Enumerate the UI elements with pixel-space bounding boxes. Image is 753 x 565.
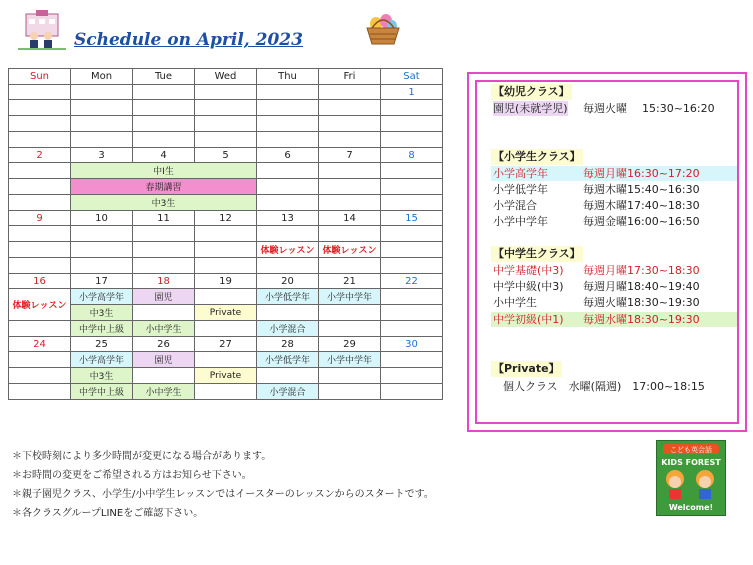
day-number: 3 bbox=[71, 148, 133, 163]
day-number: 7 bbox=[319, 148, 381, 163]
class-slot: 小学中学年 bbox=[319, 289, 381, 305]
weekday-sun: Sun bbox=[9, 69, 71, 85]
day-cell bbox=[195, 85, 257, 100]
weekday-fri: Fri bbox=[319, 69, 381, 85]
class-slot: 小学混合 bbox=[257, 321, 319, 337]
day-number: 4 bbox=[133, 148, 195, 163]
week-1-dates bbox=[9, 85, 443, 100]
easter-basket-icon bbox=[364, 10, 402, 48]
class-slot: 中Ⅰ生 bbox=[71, 163, 257, 179]
class-row: 小中学生 毎週火曜 18:30~19:30 bbox=[493, 296, 700, 309]
weekday-sat: Sat bbox=[381, 69, 443, 85]
junior-high-class-header: 【中学生クラス】 bbox=[493, 247, 581, 260]
notes bbox=[12, 447, 434, 523]
day-number: 29 bbox=[319, 337, 381, 352]
class-row: 中学基礎(中3) 毎週月曜 17:30~18:30 bbox=[493, 264, 700, 277]
svg-text:こども英会話: こども英会話 bbox=[670, 446, 712, 454]
class-slot: 中3生 bbox=[71, 195, 257, 211]
class-slot: 小学混合 bbox=[257, 384, 319, 400]
weekday-mon: Mon bbox=[71, 69, 133, 85]
day-number: 11 bbox=[133, 211, 195, 226]
day-number: 25 bbox=[71, 337, 133, 352]
class-row: 中学中級(中3) 毎週月曜 18:40~19:40 bbox=[493, 280, 700, 293]
day-number: 27 bbox=[195, 337, 257, 352]
page-title: Schedule on April, 2023 bbox=[74, 30, 303, 50]
class-slot: 小中学生 bbox=[133, 321, 195, 337]
class-slot: 中3生 bbox=[71, 368, 133, 384]
class-slot: 園児 bbox=[133, 289, 195, 305]
week-2-dates bbox=[9, 148, 443, 163]
day-number: 30 bbox=[381, 337, 443, 352]
day-number: 17 bbox=[71, 274, 133, 289]
weekday-header-row bbox=[9, 69, 443, 85]
day-number: 22 bbox=[381, 274, 443, 289]
class-slot: 中3生 bbox=[71, 305, 133, 321]
day-number: 6 bbox=[257, 148, 319, 163]
trial-lesson-label: 体験レッスン bbox=[257, 242, 319, 258]
day-cell bbox=[133, 85, 195, 100]
week-3-dates bbox=[9, 211, 443, 226]
class-row: 小学中学年 毎週金曜 16:00~16:50 bbox=[493, 215, 700, 228]
day-number: 9 bbox=[9, 211, 71, 226]
day-number: 28 bbox=[257, 337, 319, 352]
svg-text:Welcome!: Welcome! bbox=[668, 503, 714, 512]
class-row: 小学混合 毎週木曜 17:40~18:30 bbox=[493, 199, 700, 212]
day-number: 16 bbox=[9, 274, 71, 289]
spring-course-banner: 春期講習 bbox=[71, 179, 257, 195]
day-number: 1 bbox=[381, 85, 443, 100]
day-number: 24 bbox=[9, 337, 71, 352]
day-cell bbox=[257, 85, 319, 100]
calendar bbox=[8, 68, 443, 400]
class-slot: 小学低学年 bbox=[257, 352, 319, 368]
weekday-tue: Tue bbox=[133, 69, 195, 85]
note-line: ＊お時間の変更をご希望される方はお知らせ下さい。 bbox=[12, 470, 252, 481]
day-number: 14 bbox=[319, 211, 381, 226]
weekday-wed: Wed bbox=[195, 69, 257, 85]
class-slot: 小学中学年 bbox=[319, 352, 381, 368]
class-slot: 中学中上級 bbox=[71, 384, 133, 400]
class-slot: 中学中上級 bbox=[71, 321, 133, 337]
day-cell bbox=[71, 85, 133, 100]
svg-text:KIDS FOREST: KIDS FOREST bbox=[661, 458, 721, 467]
private-class-row: 個人クラス 水曜(隔週) 17:00~18:15 bbox=[503, 380, 705, 393]
day-number: 26 bbox=[133, 337, 195, 352]
kids-forest-logo bbox=[656, 440, 726, 516]
class-slot: 小学低学年 bbox=[257, 289, 319, 305]
note-line: ＊親子園児クラス、小学生/小中学生レッスンではイースターのレッスンからのスタートです。 bbox=[12, 489, 434, 500]
day-number: 19 bbox=[195, 274, 257, 289]
trial-lesson-label: 体験レッスン bbox=[319, 242, 381, 258]
class-slot: 小学高学年 bbox=[71, 352, 133, 368]
week-4-dates bbox=[9, 274, 443, 289]
week-5-dates bbox=[9, 337, 443, 352]
day-number: 2 bbox=[9, 148, 71, 163]
class-row: 小学高学年 毎週月曜 16:30~17:20 bbox=[491, 166, 737, 181]
class-slot-private: Private bbox=[195, 305, 257, 321]
elementary-class-header: 【小学生クラス】 bbox=[493, 150, 581, 163]
school-children-icon bbox=[18, 10, 66, 50]
day-cell bbox=[319, 85, 381, 100]
note-line: ＊各クラスグループLINEをご確認下さい。 bbox=[12, 508, 204, 519]
trial-lesson-label: 体験レッスン bbox=[9, 289, 71, 321]
day-number: 13 bbox=[257, 211, 319, 226]
day-number: 12 bbox=[195, 211, 257, 226]
infant-class-header: 【幼児クラス】 bbox=[493, 85, 570, 98]
day-number: 15 bbox=[381, 211, 443, 226]
class-slot: 園児 bbox=[133, 352, 195, 368]
day-cell bbox=[9, 85, 71, 100]
day-number: 21 bbox=[319, 274, 381, 289]
week-1-body bbox=[9, 100, 443, 116]
weekday-thu: Thu bbox=[257, 69, 319, 85]
class-slot: 小中学生 bbox=[133, 384, 195, 400]
infant-class-row: 園児(未就学児) 毎週火曜 15:30~16:20 bbox=[493, 102, 715, 115]
class-row: 小学低学年 毎週木曜 15:40~16:30 bbox=[493, 183, 700, 196]
day-number: 5 bbox=[195, 148, 257, 163]
day-number: 20 bbox=[257, 274, 319, 289]
private-class-header: 【Private】 bbox=[493, 362, 560, 375]
class-slot-private: Private bbox=[195, 368, 257, 384]
day-number: 18 bbox=[133, 274, 195, 289]
day-number: 8 bbox=[381, 148, 443, 163]
class-row: 中学初級(中1) 毎週水曜 18:30~19:30 bbox=[491, 312, 737, 327]
class-slot: 小学高学年 bbox=[71, 289, 133, 305]
note-line: ＊下校時刻により多少時間が変更になる場合があります。 bbox=[12, 451, 272, 462]
day-number: 10 bbox=[71, 211, 133, 226]
